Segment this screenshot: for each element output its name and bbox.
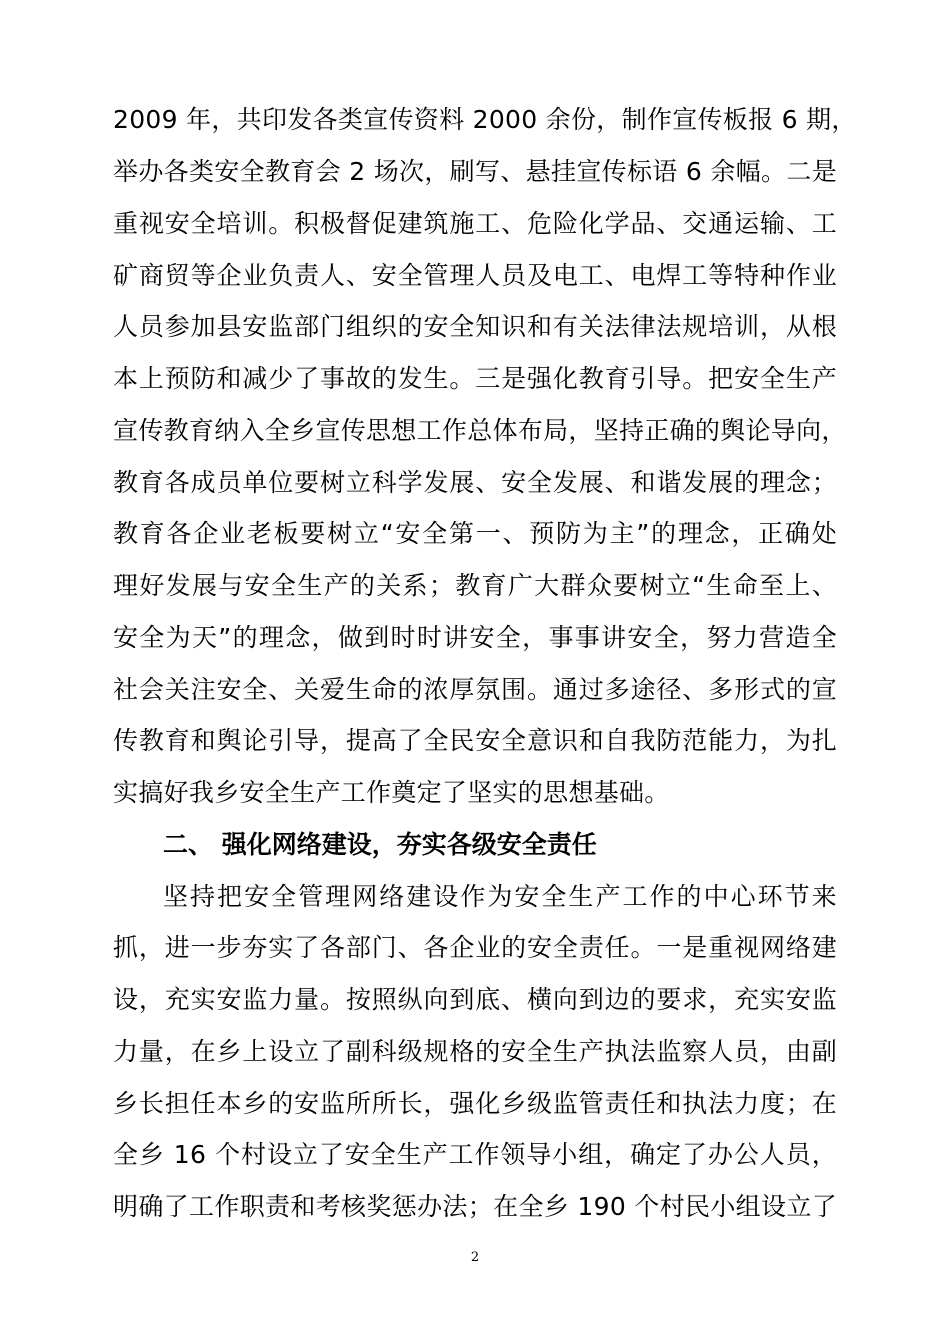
body-line: 教育各成员单位要树立科学发展、安全发展、和谐发展的理念； (113, 468, 837, 497)
body-line: 全乡 16 个村设立了安全生产工作领导小组，确定了办公人员， (113, 1140, 837, 1169)
body-line: 设，充实安监力量。按照纵向到底、横向到边的要求，充实安监 (113, 985, 837, 1014)
section-heading: 二、 强化网络建设，夯实各级安全责任 (163, 830, 597, 859)
body-line: 2009 年，共印发各类宣传资料 2000 余份，制作宣传板报 6 期， (113, 105, 857, 134)
page-number: 2 (470, 1250, 480, 1265)
body-line: 安全为天”的理念，做到时时讲安全，事事讲安全，努力营造全 (113, 623, 837, 652)
body-line: 实搞好我乡安全生产工作奠定了坚实的思想基础。 (113, 778, 670, 807)
body-line: 理好发展与安全生产的关系；教育广大群众要树立“生命至上、 (113, 571, 837, 600)
body-line: 教育各企业老板要树立“安全第一、预防为主”的理念，正确处 (113, 519, 837, 548)
body-line: 乡长担任本乡的安监所所长，强化乡级监管责任和执法力度；在 (113, 1089, 837, 1118)
body-line: 传教育和舆论引导，提高了全民安全意识和自我防范能力，为扎 (113, 726, 837, 755)
body-line: 抓，进一步夯实了各部门、各企业的安全责任。一是重视网络建 (113, 933, 837, 962)
body-line: 明确了工作职责和考核奖惩办法；在全乡 190 个村民小组设立了 (113, 1192, 837, 1221)
body-line: 人员参加县安监部门组织的安全知识和有关法律法规培训，从根 (113, 312, 837, 341)
body-line: 坚持把安全管理网络建设作为安全生产工作的中心环节来 (163, 882, 837, 911)
body-line: 宣传教育纳入全乡宣传思想工作总体布局，坚持正确的舆论导向， (113, 416, 847, 445)
body-line: 力量，在乡上设立了副科级规格的安全生产执法监察人员，由副 (113, 1037, 837, 1066)
body-line: 社会关注安全、关爱生命的浓厚氛围。通过多途径、多形式的宣 (113, 675, 837, 704)
body-line: 本上预防和减少了事故的发生。三是强化教育引导。把安全生产 (113, 364, 837, 393)
body-line: 举办各类安全教育会 2 场次，刷写、悬挂宣传标语 6 余幅。二是 (113, 157, 837, 186)
body-line: 重视安全培训。积极督促建筑施工、危险化学品、交通运输、工 (113, 209, 837, 238)
body-line: 矿商贸等企业负责人、安全管理人员及电工、电焊工等特种作业 (113, 261, 837, 290)
